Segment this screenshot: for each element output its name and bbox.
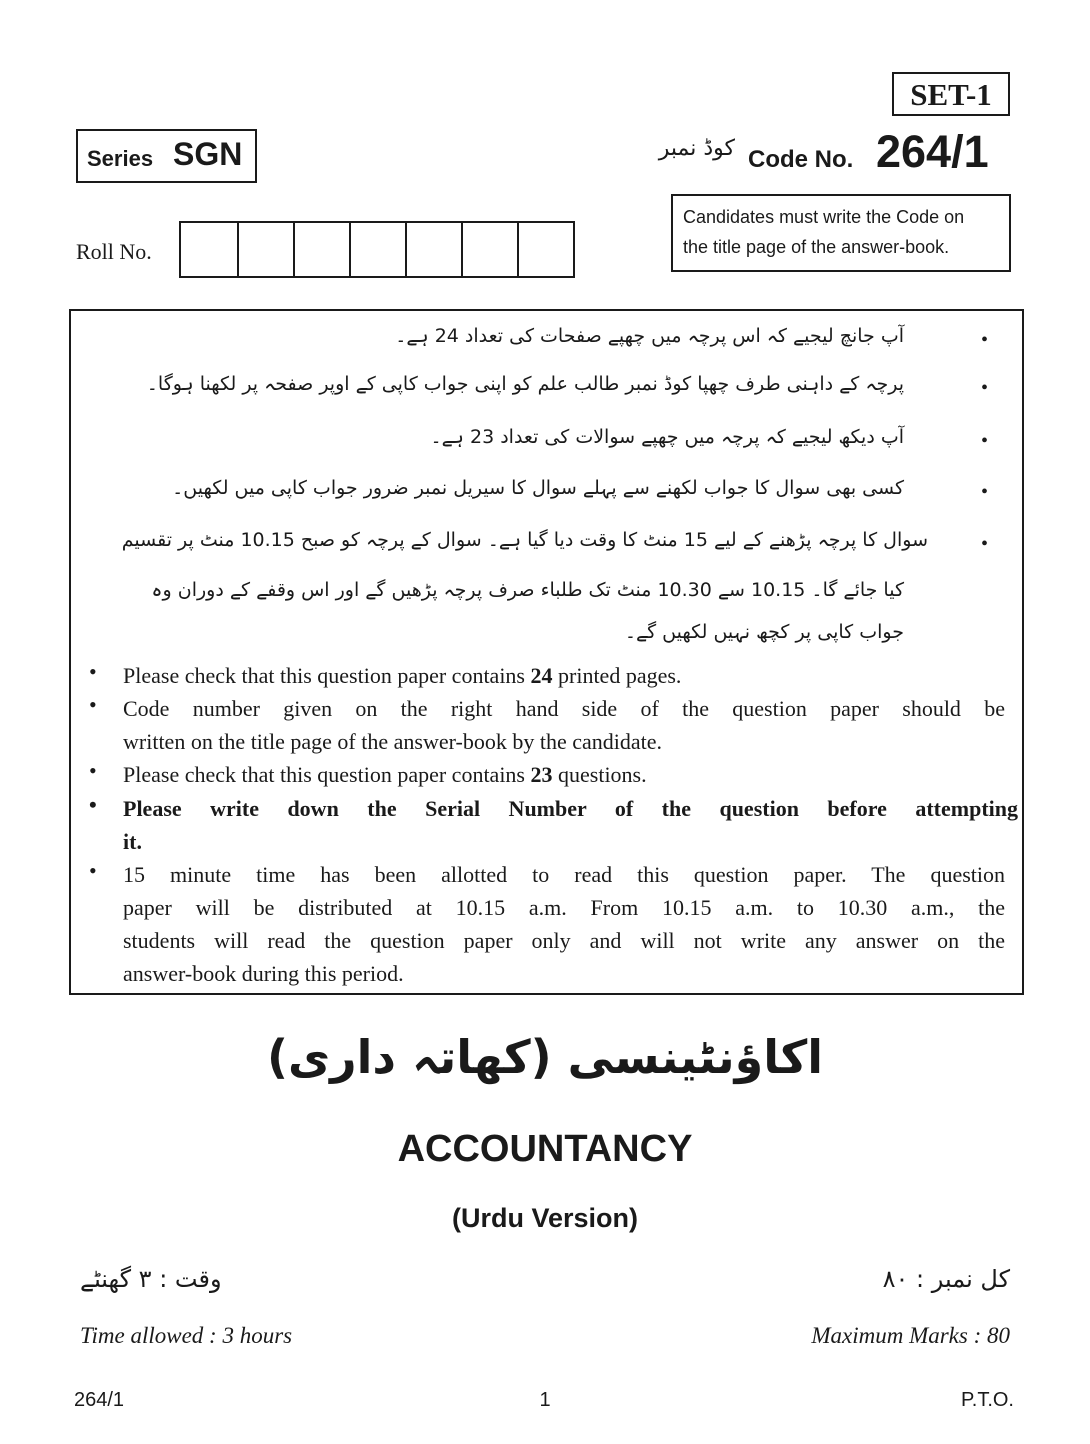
series-code: SGN xyxy=(173,136,243,172)
time-allowed-urdu: وقت : ۳ گھنٹے xyxy=(80,1265,222,1293)
bullet: • xyxy=(89,659,97,684)
footer-code: 264/1 xyxy=(74,1389,125,1411)
bullet: • xyxy=(89,858,97,883)
roll-cell[interactable] xyxy=(181,223,237,276)
bullet: • xyxy=(981,481,989,503)
code-number-urdu: کوڈ نمبر xyxy=(658,136,735,161)
roll-cell[interactable] xyxy=(237,223,293,276)
version-label: (Urdu Version) xyxy=(451,1203,639,1233)
bullet: • xyxy=(981,533,989,555)
page-number: 1 xyxy=(539,1389,551,1411)
english-instruction: answer-book during this period. xyxy=(123,961,404,986)
bullet: • xyxy=(981,430,989,452)
bullet: • xyxy=(89,758,97,783)
english-instruction: Code number given on the right hand side of the question paper should be xyxy=(123,696,1005,721)
bullet: • xyxy=(981,377,989,399)
english-instruction: Please check that this question paper contains 24 printed pages. xyxy=(123,663,682,688)
urdu-instruction: جواب کاپی پر کچھ نہیں لکھیں گے۔ xyxy=(624,621,904,643)
maximum-marks: Maximum Marks : 80 xyxy=(811,1323,1010,1348)
urdu-instruction: سوال کا پرچہ پڑھنے کے لیے 15 منٹ کا وقت دیا گیا ہے۔ سوال کے پرچہ کو صبح 10.15 منٹ پر تقسیم xyxy=(121,529,928,551)
english-instruction: Please write down the Serial Number of the question before attempting xyxy=(123,796,1018,821)
maximum-marks-urdu: کل نمبر : ۸۰ xyxy=(882,1265,1010,1293)
roll-number-grid xyxy=(179,221,575,278)
candidate-note xyxy=(671,194,1011,272)
set-label-box xyxy=(892,72,1010,116)
english-instruction: Please check that this question paper contains 23 questions. xyxy=(123,762,647,787)
subject-title-urdu: اکاؤنٹینسی (کھاتہ داری) xyxy=(266,1030,824,1084)
english-instruction: paper will be distributed at 10.15 a.m. From 10.15 a.m. to 10.30 a.m., the xyxy=(123,895,1005,920)
roll-cell[interactable] xyxy=(293,223,349,276)
english-instruction: 15 minute time has been allotted to read this question paper. The question xyxy=(123,862,1005,887)
roll-cell[interactable] xyxy=(405,223,461,276)
candidate-note-line: the title page of the answer-book. xyxy=(683,237,950,257)
urdu-instruction: کسی بھی سوال کا جواب لکھنے سے پہلے سوال کا سیریل نمبر ضرور جواب کاپی میں لکھیں۔ xyxy=(172,477,904,499)
urdu-instruction: پرچہ کے داہنی طرف چھپا کوڈ نمبر طالب علم کو اپنی جواب کاپی کے اوپر صفحہ پر لکھنا ہوگا۔ xyxy=(146,373,904,395)
subject-title: ACCOUNTANCY xyxy=(397,1128,693,1170)
urdu-instruction: آپ جانچ لیجیے کہ اس پرچہ میں چھپے صفحات کی تعداد 24 ہے۔ xyxy=(395,325,904,347)
roll-label: Roll No. xyxy=(76,239,152,264)
roll-cell[interactable] xyxy=(517,223,573,276)
series-word: Series xyxy=(87,146,154,171)
roll-cell[interactable] xyxy=(349,223,405,276)
candidate-note-line: Candidates must write the Code on xyxy=(683,207,965,227)
urdu-instruction: کیا جائے گا۔ 10.15 سے 10.30 منٹ تک طلباء صرف پرچہ پڑھیں گے اور اس وقفے کے دوران وہ xyxy=(151,579,904,601)
instructions-box xyxy=(69,309,1024,995)
english-instruction: written on the title page of the answer-book by the candidate. xyxy=(123,729,662,754)
urdu-instruction: آپ دیکھ لیجیے کہ پرچہ میں چھپے سوالات کی تعداد 23 ہے۔ xyxy=(430,426,904,448)
bullet: • xyxy=(981,329,989,351)
code-value: 264/1 xyxy=(876,126,989,177)
english-instruction: it. xyxy=(123,829,142,854)
english-instruction: students will read the question paper only and will not write any answer on the xyxy=(123,928,1005,953)
roll-cell[interactable] xyxy=(461,223,517,276)
time-allowed: Time allowed : 3 hours xyxy=(80,1323,293,1348)
bullet: • xyxy=(89,792,97,817)
set-label: SET-1 xyxy=(910,77,992,112)
code-label: Code No. xyxy=(748,146,854,173)
series-box xyxy=(76,129,257,183)
bullet: • xyxy=(89,692,97,717)
pto-label: P.T.O. xyxy=(961,1389,1014,1411)
